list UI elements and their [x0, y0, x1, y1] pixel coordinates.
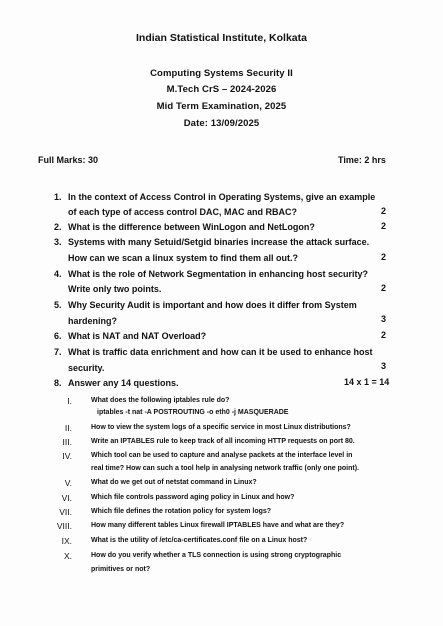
question-3-marks: 2 [381, 252, 387, 262]
subquestion-4-cont: real time? How can such a tool help in analysing network traffic (only one point). [91, 465, 359, 472]
question-2: 2. What is the difference between WinLogon and NetLogon? [54, 222, 315, 232]
date-line: Date: 13/09/2025 [183, 118, 260, 129]
institute-title: Indian Statistical Institute, Kolkata [136, 32, 307, 44]
question-4-marks: 2 [381, 283, 387, 293]
question-2-marks: 2 [381, 221, 387, 231]
subquestion-8: How many different tables Linux firewall IPTABLES have and what are they? [91, 522, 345, 529]
exam-duration: Time: 2 hrs [338, 155, 386, 165]
question-3-cont: How can we scan a linux system to find them all out.? [68, 253, 299, 263]
subquestion-number: IV. [62, 451, 72, 461]
question-8: 8. Answer any 14 questions. [54, 378, 179, 388]
subquestion-9: What is the utility of /etc/ca-certificates.conf file on a Linux host? [91, 537, 308, 544]
subquestion-6: Which file controls password aging policy in Linux and how? [91, 494, 295, 501]
subquestion-1-rule: iptables -t nat -A POSTROUTING -o eth0 -j MASQUERADE [97, 409, 289, 416]
subquestion-number: X. [63, 551, 72, 561]
subquestion-number: I. [67, 396, 72, 406]
question-1-cont: of each type of access control DAC, MAC and RBAC? [68, 207, 298, 217]
subquestion-7: Which file defines the rotation policy for system logs? [91, 508, 272, 515]
subquestion-number: IX. [61, 536, 72, 546]
question-6-marks: 2 [381, 330, 387, 340]
subquestion-number: II. [64, 423, 72, 433]
question-7-marks: 3 [381, 361, 387, 371]
question-6: 6. What is NAT and NAT Overload? [54, 331, 207, 341]
question-5: 5. Why Security Audit is important and how does it differ from System [54, 300, 357, 310]
question-4: 4. What is the role of Network Segmentation in enhancing host security? [54, 269, 369, 279]
full-marks: Full Marks: 30 [38, 155, 99, 165]
question-4-cont: Write only two points. [68, 284, 162, 294]
subquestion-number: VIII. [56, 521, 72, 531]
subquestion-number: VII. [59, 507, 72, 517]
subquestion-5: What do we get out of netstat command in Linux? [91, 479, 257, 486]
question-1: 1. In the context of Access Control in Operating Systems, give an example [54, 192, 376, 202]
subquestion-10-cont: primitives or not? [91, 566, 151, 573]
question-7-cont: security. [68, 363, 105, 373]
question-5-marks: 3 [381, 314, 387, 324]
subquestion-10: How do you verify whether a TLS connection is using strong cryptographic [91, 552, 342, 559]
question-5-cont: hardening? [68, 316, 117, 326]
subquestion-2: How to view the system logs of a specific service in most Linux distributions? [91, 424, 351, 431]
question-3: 3. Systems with many Setuid/Setgid binaries increase the attack surface. [54, 237, 370, 247]
subquestion-1: What does the following iptables rule do? [91, 397, 230, 404]
question-7: 7. What is traffic data enrichment and how can it be used to enhance host [54, 347, 373, 357]
question-8-marks: 14 x 1 = 14 [344, 377, 390, 387]
exam-line: Mid Term Examination, 2025 [156, 101, 287, 112]
question-1-marks: 2 [381, 206, 387, 216]
subquestion-4: Which tool can be used to capture and analyse packets at the interface level in [91, 452, 353, 459]
subquestion-number: VI. [61, 493, 72, 503]
subquestion-number: III. [62, 437, 72, 447]
program-line: M.Tech CrS – 2024-2026 [166, 84, 277, 95]
subquestion-number: V. [64, 478, 72, 488]
subquestion-3: Write an IPTABLES rule to keep track of all incoming HTTP requests on port 80. [91, 438, 355, 445]
course-title: Computing Systems Security II [150, 68, 293, 79]
